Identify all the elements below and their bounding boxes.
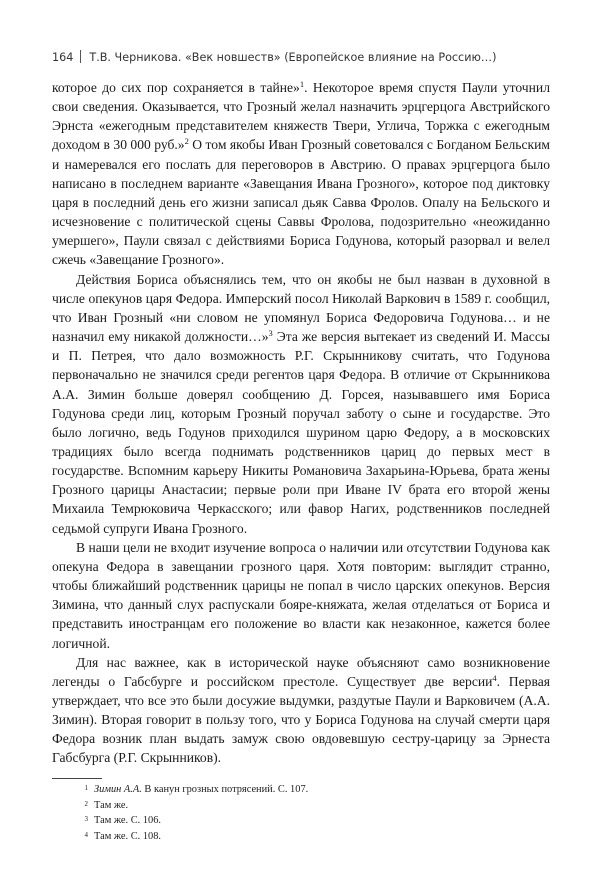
text-run: . Некоторое время спустя Паули уточнил свои сведения. Оказывается, что Грозный желал назначить эрцгерцога Австрийского Эрнста «ежегодным представителем княжеств Твери, Углича, Торжка с ежегодным доходом в 30 000 руб.» <box>52 80 550 153</box>
footnote-text: Там же. <box>94 799 129 811</box>
text-run: Для нас важнее, как в исторической науке объясняют само возникновение легенды о Габсбурге и российском престоле. Существует две версии <box>52 654 550 689</box>
footnote-author: Зимин А.А. <box>94 784 142 795</box>
footnote-text: Там же. С. 108. <box>94 830 162 842</box>
text-run: Действия Бориса объяснялись тем, что он якобы не был назван в духовной в числе опекунов царя Федора. Имперский посол Николай Варкович в 1589 г. сообщил, что Иван Грозный «ни словом не упомянул Бориса Федоровича Годунова… и не назначил ему никакой должности…» <box>52 271 550 345</box>
paragraph-1 <box>52 78 550 270</box>
footnote-separator <box>52 778 102 779</box>
running-title: Т.В. Черникова. «Век новшеств» (Европейское влияние на Россию…) <box>89 51 497 64</box>
footnote-number: 1 <box>84 784 88 792</box>
footnote-ref-4: 4 <box>492 672 497 683</box>
header-divider <box>80 50 81 63</box>
text-run: . Первая утверждает, что все это были досужие выдумки, раздутые Паули и Варковичем (А.А. Зимин). Вторая говорит в пользу того, что у Бориса Годунова на случай смерти царя Федора возник план выдать замуж свою овдовевшую сестру-царицу за Эрнеста Габсбурга (Р.Г. Скрынников). <box>52 673 550 766</box>
footnote-ref-3: 3 <box>268 328 273 339</box>
footnote-body: В канун грозных потрясений. С. 107. <box>141 784 309 795</box>
paragraph-4 <box>52 653 550 768</box>
text-run: О том якобы Иван Грозный советовался с Богданом Бельским и намеревался его послать для переговоров в Австрию. О правах эрцгерцога было написано в последнем варианте «Завещания Ивана Грозного», которое под диктовку царя в последний день его жизни записал дьяк Савва Фролов. Опалу на Бельского и исчезновение с политической сцены Саввы Фролова, подозрительно «неожиданно умершего», Паули связал с действиями Бориса Годунова, который разорвал и велел сжечь «Завещание Грозного». <box>52 137 550 268</box>
footnote-text: Там же. С. 106. <box>94 815 162 827</box>
footnotes <box>52 782 550 844</box>
paragraph-3: В наши цели не входит изучение вопроса о наличии или отсутствии Годунова как опекуна Федора в завещании грозного царя. Хотя повторим: выглядит странно, чтобы ближайший родственник царицы не попал в число царских опекунов. Версия Зимина, что данный слух распускали бояре-княжата, желая отделаться от Бориса и представить иностранцам его положение во власти как незаконное, кажется более логичной. <box>52 539 550 651</box>
footnote-text <box>94 782 550 798</box>
footnote-number: 3 <box>84 815 88 824</box>
text-run: которое до сих пор сохраняется в тайне» <box>52 80 300 95</box>
footnote-number: 4 <box>84 830 88 839</box>
footnote <box>52 829 550 845</box>
footnote <box>52 813 550 829</box>
paragraph-2 <box>52 270 550 538</box>
footnote <box>52 782 550 798</box>
text-run: Эта же версия вытекает из сведений И. Массы и П. Петрея, что дало возможность Р.Г. Скрынникову считать, что Годунова первоначально не значился среди регентов царя Федора. В отличие от Скрынникова А.А. Зимин больше доверял сообщению Д. Горсея, называвшего имя Бориса Годунова среди лиц, которым Грозный поручал заботу о сыне и государстве. Это было логично, ведь Годунов приходился шурином царю Федору, а в московских традициях было всегда поднимать родственников цариц до первых мест в государстве. Вспомним карьеру Никиты Романовича Захарьина-Юрьева, брата жены Грозного царицы Анастасии; первые роли при Иване IV брата его второй жены Михаила Темрюковича Черкасского; или фавор Нагих, родственников последней седьмой супруги Ивана Грозного. <box>52 329 550 536</box>
footnote-number: 2 <box>84 799 88 808</box>
footnote-ref-2: 2 <box>184 136 189 147</box>
footnote <box>52 798 550 814</box>
running-header <box>52 50 552 64</box>
footnote-ref-1: 1 <box>299 79 305 89</box>
page-number: 164 <box>52 51 74 64</box>
main-text <box>52 78 550 768</box>
